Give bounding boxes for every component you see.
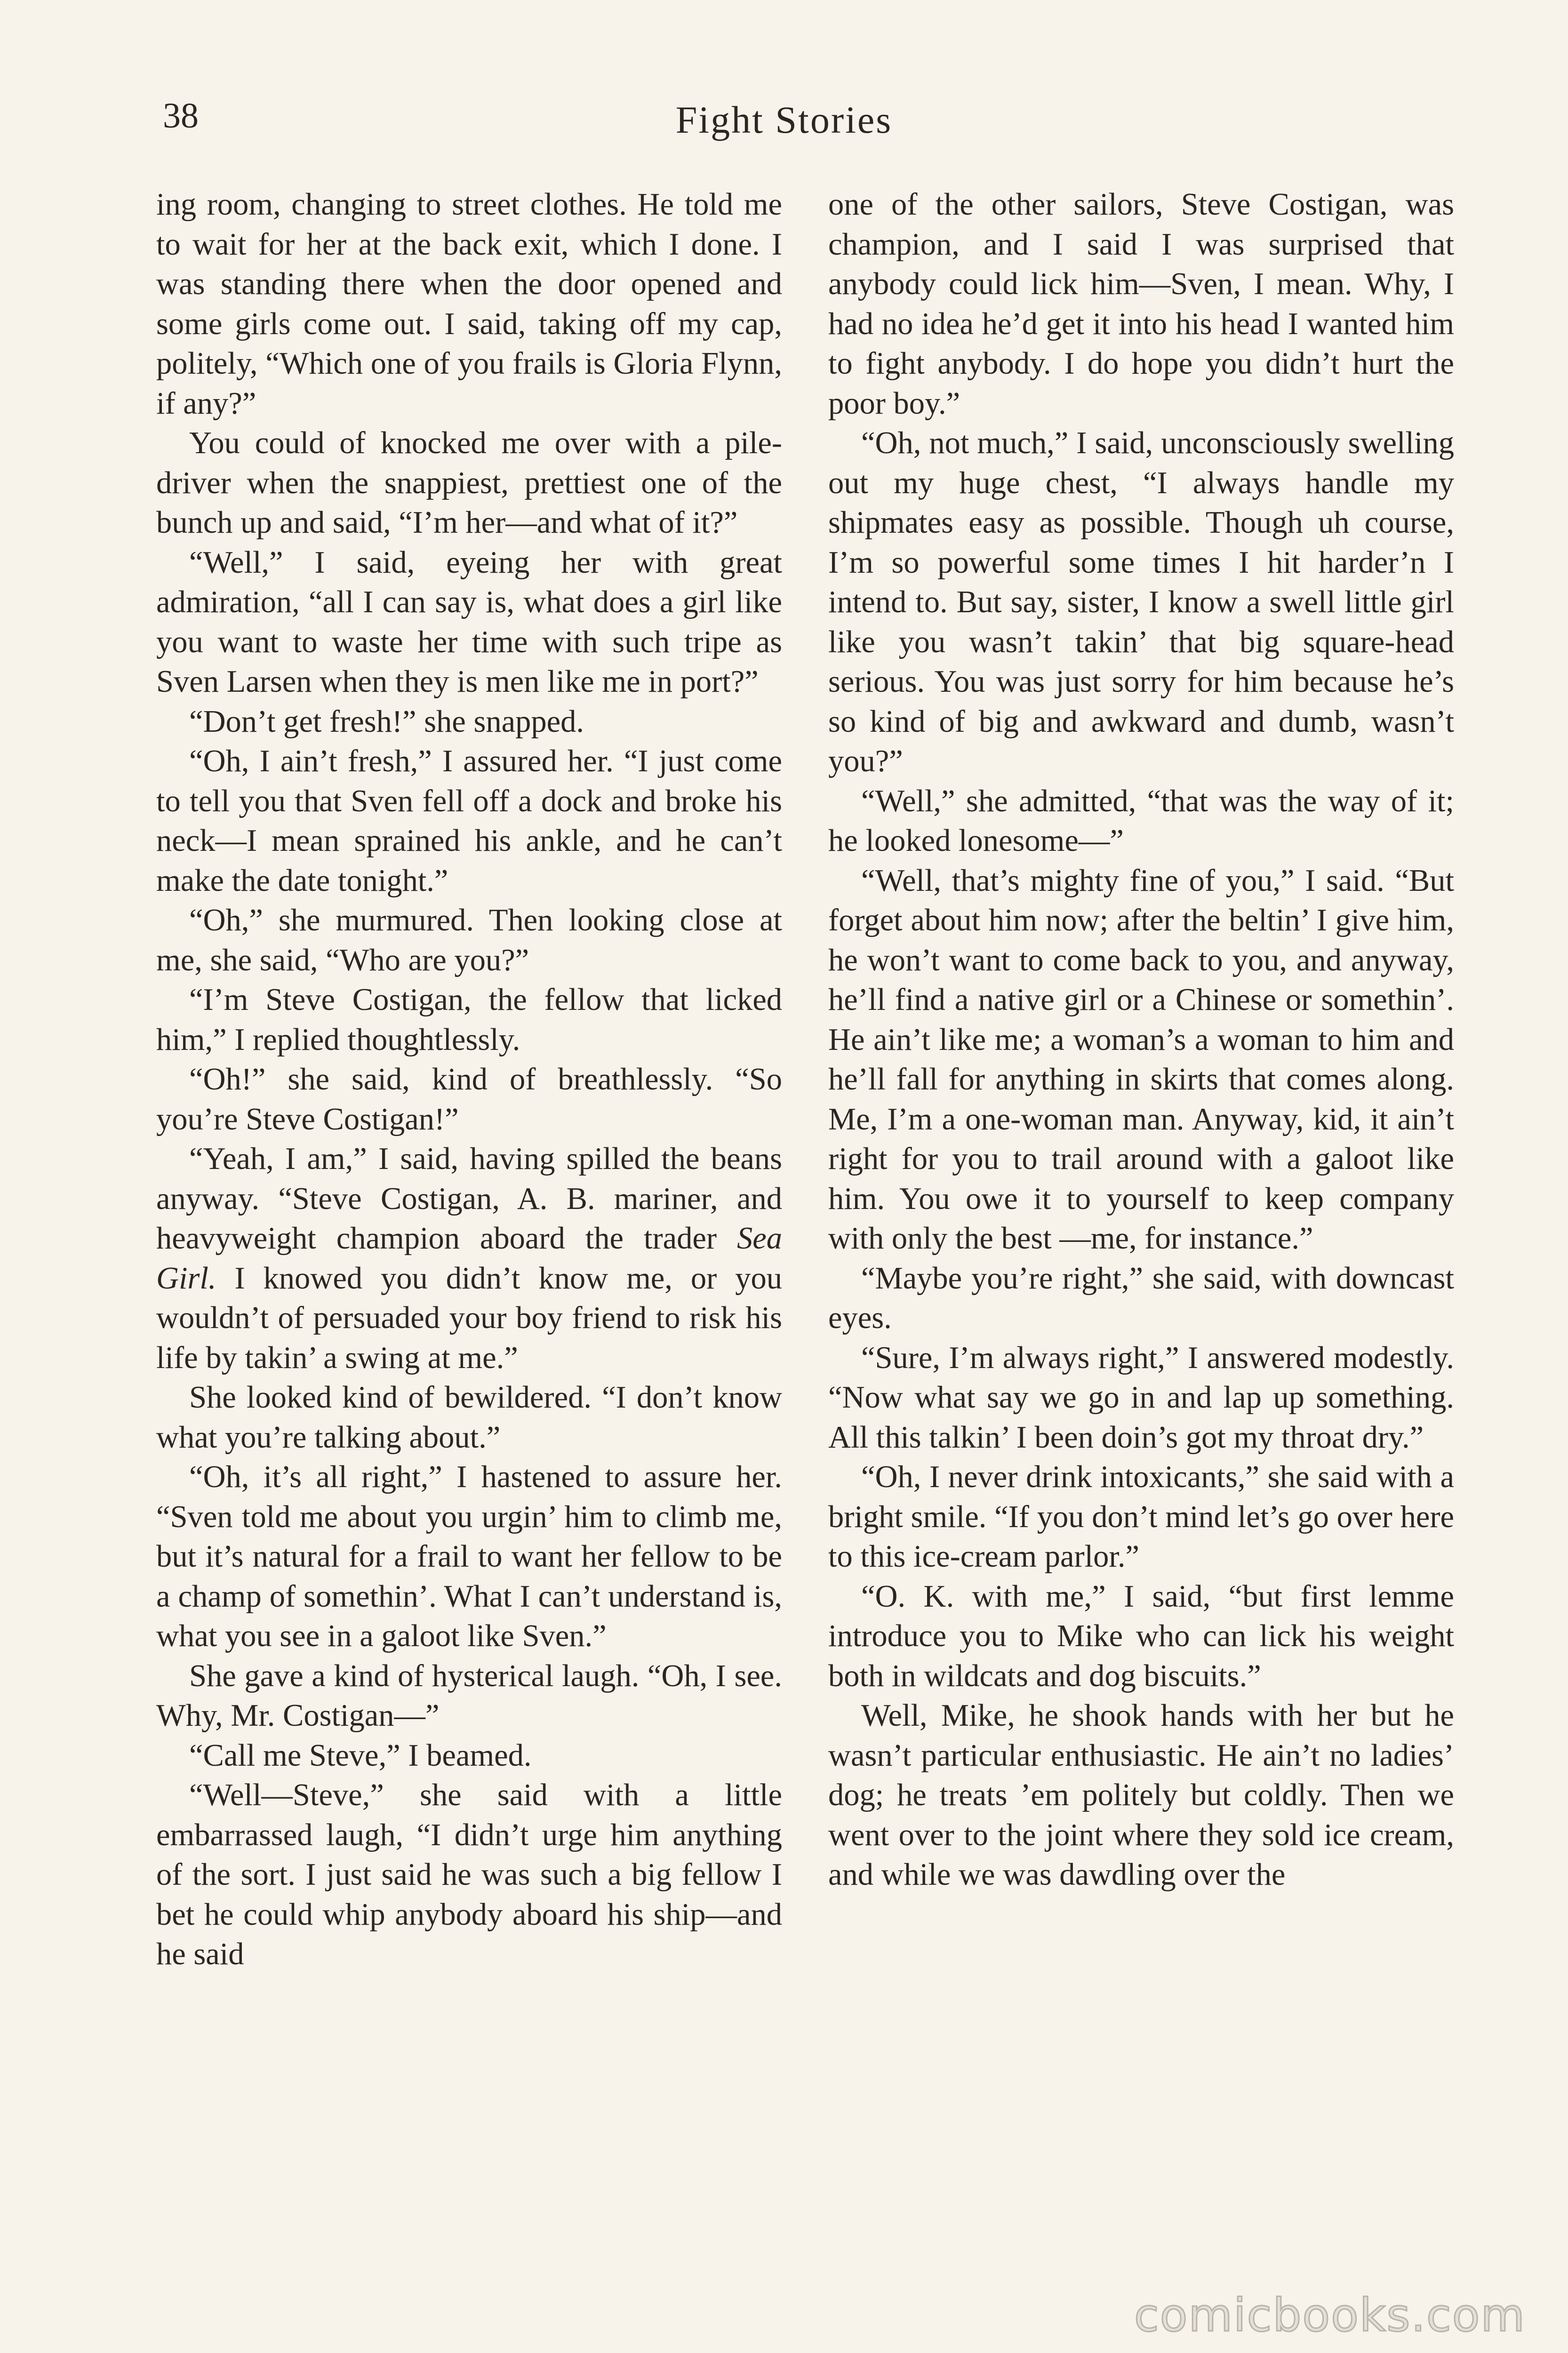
paragraph xyxy=(156,742,782,901)
paragraph xyxy=(156,1378,782,1457)
paragraph xyxy=(156,1139,782,1378)
paragraph xyxy=(828,782,1454,861)
paragraph-text: “Call me Steve,” I beamed. xyxy=(189,1738,532,1773)
paragraph xyxy=(828,1696,1454,1895)
paragraph-text: “Yeah, I am,” I said, having spilled the beans anyway. “Steve Costigan, A. B. mariner, and heavyweight champion aboard the trader xyxy=(156,1142,782,1256)
paragraph xyxy=(828,185,1454,424)
paragraph xyxy=(156,980,782,1060)
paragraph-text: “Oh, not much,” I said, unconsciously swelling out my huge chest, “I always handle my shipmates easy as possible. Though uh course, I’m so powerful some times I hit harder’n I intend to. But say, sister, I know a swell little girl like you wasn’t takin’ that big square-head serious. You was just sorry for him because he’s so kind of big and awkward and dumb, wasn’t you?” xyxy=(828,426,1454,778)
paragraph xyxy=(156,1657,782,1736)
paragraph-text: She gave a kind of hysterical laugh. “Oh, I see. Why, Mr. Costigan—” xyxy=(156,1658,782,1733)
paragraph-text: “Well—Steve,” she said with a little embarrassed laugh, “I didn’t urge him anything of the sort. I just said he was such a big fellow I bet he could whip anybody aboard his ship—and he said xyxy=(156,1778,782,1971)
left-column xyxy=(156,185,782,1975)
ship-name: Sea Girl. xyxy=(156,1221,782,1296)
paragraph xyxy=(828,1577,1454,1697)
paragraph-text: She looked kind of bewildered. “I don’t know what you’re talking about.” xyxy=(156,1380,782,1455)
paragraph-text: “Sure, I’m always right,” I answered modestly. “Now what say we go in and lap up something. All this talkin’ I been doin’s got my throat dry.” xyxy=(828,1340,1454,1455)
paragraph-text: “Well,” she admitted, “that was the way of it; he looked lonesome—” xyxy=(828,784,1454,858)
paragraph xyxy=(156,1457,782,1657)
paragraph xyxy=(156,543,782,702)
paragraph-text: “Oh, I ain’t fresh,” I assured her. “I just come to tell you that Sven fell off a dock and broke his neck—I mean sprained his ankle, and he can’t make the date tonight.” xyxy=(156,744,782,898)
paragraph-text: I knowed you didn’t know me, or you wouldn’t of persuaded your boy friend to risk his life by takin’ a swing at me.” xyxy=(156,1261,782,1375)
paragraph-text: “Oh, it’s all right,” I hastened to assure her. “Sven told me about you urgin’ him to climb me, but it’s natural for a frail to want her fellow to be a champ of somethin’. What I can’t understand is, what you see in a galoot like Sven.” xyxy=(156,1460,782,1653)
paragraph xyxy=(828,424,1454,782)
paragraph-text: “Oh, I never drink intoxicants,” she said with a bright smile. “If you don’t mind let’s go over here to this ice-cream parlor.” xyxy=(828,1460,1454,1574)
paragraph-text: “Don’t get fresh!” she snapped. xyxy=(189,704,584,739)
paragraph-text: “Maybe you’re right,” she said, with downcast eyes. xyxy=(828,1261,1454,1335)
paragraph-text: “Well,” I said, eyeing her with great admiration, “all I can say is, what does a girl like you want to waste her time with such tripe as Sven Larsen when they is men like me in port?” xyxy=(156,545,782,699)
paragraph-text: ing room, changing to street clothes. He told me to wait for her at the back exit, which I done. I was standing there when the door opened and some girls come out. I said, taking off my cap, politely, “Which one of you frails is Gloria Flynn, if any?” xyxy=(156,187,782,421)
paragraph-text: “O. K. with me,” I said, “but first lemme introduce you to Mike who can lick his weight both in wildcats and dog biscuits.” xyxy=(828,1579,1454,1693)
paragraph xyxy=(156,702,782,742)
paragraph xyxy=(828,1259,1454,1338)
paragraph-text: Well, Mike, he shook hands with her but he wasn’t particular enthusiastic. He ain’t no ladies’ dog; he treats ’em politely but coldly. Then we went over to the joint where they sold ice cream, and while we was dawdling over the xyxy=(828,1698,1454,1892)
paragraph-text: You could of knocked me over with a pile-driver when the snappiest, prettiest one of the bunch up and said, “I’m her—and what of it?” xyxy=(156,426,782,540)
paragraph xyxy=(156,424,782,543)
paragraph xyxy=(156,1776,782,1975)
paragraph-text: “Oh,” she murmured. Then looking close at me, she said, “Who are you?” xyxy=(156,903,782,977)
page-number: 38 xyxy=(163,96,199,136)
paragraph-text: “Well, that’s mighty fine of you,” I said. “But forget about him now; after the beltin’ I give him, he won’t want to come back to you, and anyway, he’ll find a native girl or a Chinese or somethin’. He ain’t like me; a woman’s a woman to him and he’ll fall for anything in skirts that comes along. Me, I’m a one-woman man. Anyway, kid, it ain’t right for you to trail around with a galoot like him. You owe it to yourself to keep company with only the best —me, for instance.” xyxy=(828,863,1454,1256)
paragraph xyxy=(156,1736,782,1776)
paragraph xyxy=(828,1457,1454,1577)
paragraph xyxy=(156,185,782,424)
paragraph-text: one of the other sailors, Steve Costigan, was champion, and I said I was surprised that anybody could lick him—Sven, I mean. Why, I had no idea he’d get it into his head I wanted him to fight anybody. I do hope you didn’t hurt the poor boy.” xyxy=(828,187,1454,421)
paragraph-text: “Oh!” she said, kind of breathlessly. “So you’re Steve Costigan!” xyxy=(156,1062,782,1136)
running-head: Fight Stories xyxy=(675,98,893,141)
paragraph xyxy=(156,1060,782,1139)
paragraph xyxy=(828,861,1454,1259)
paragraph xyxy=(828,1338,1454,1458)
paragraph-text: “I’m Steve Costigan, the fellow that licked him,” I replied thoughtlessly. xyxy=(156,983,782,1057)
watermark-logo: comicbooks.com xyxy=(1134,2289,1526,2342)
paragraph xyxy=(156,901,782,980)
right-column xyxy=(828,185,1454,1895)
